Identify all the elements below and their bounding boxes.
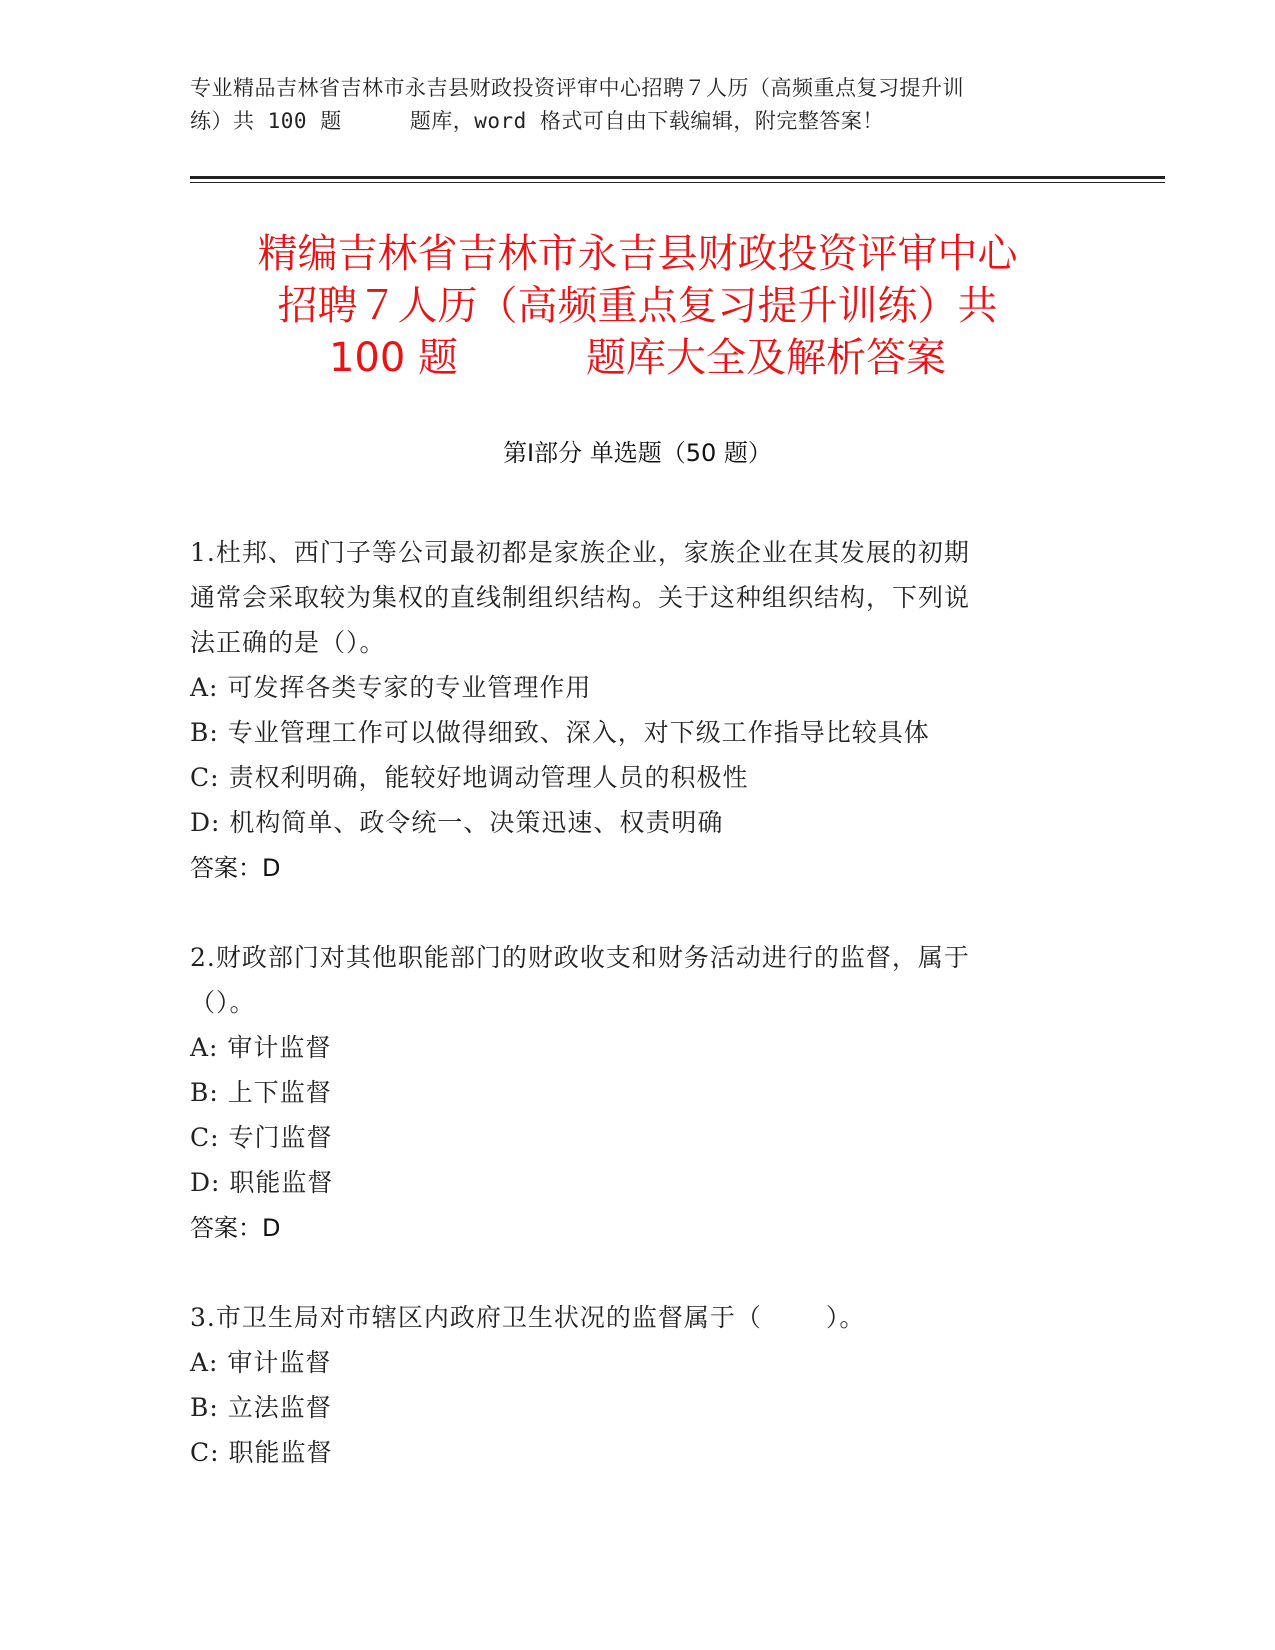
header-line-2 xyxy=(190,105,1090,138)
question-1-option-d: D: 机构简单、政令统一、决策迅速、权责明确 xyxy=(190,808,724,837)
question-1-text-line: 法正确的是（）。 xyxy=(190,628,386,657)
document-header xyxy=(190,72,1090,138)
question-1-option-b: B: 专业管理工作可以做得细致、深入，对下级工作指导比较具体 xyxy=(190,718,930,747)
question-3-text-part-b: ）。 xyxy=(825,1303,866,1332)
question-2-option-a: A: 审计监督 xyxy=(190,1033,332,1062)
question-2-text-line: 2.财政部门对其他职能部门的财政收支和财务活动进行的监督，属于 xyxy=(190,943,970,972)
question-2-text-line: （）。 xyxy=(190,988,256,1017)
question-2-text xyxy=(190,935,1090,1025)
question-2-option-c: C: 专门监督 xyxy=(190,1123,333,1152)
title-line-3-part-b: 题库大全及解析答案 xyxy=(586,335,947,381)
question-1-text xyxy=(190,530,1090,665)
title-line-3 xyxy=(150,332,1125,384)
header-divider-thin xyxy=(190,182,1165,183)
header-line-1: 专业精品吉林省吉林市永吉县财政投资评审中心招聘７人历（高频重点复习提升训 xyxy=(190,76,964,100)
question-1 xyxy=(190,530,1090,891)
question-1-answer: 答案：D xyxy=(190,854,281,882)
header-line-2-part-b: 题库，word 格式可自由下载编辑，附完整答案！ xyxy=(409,109,884,133)
header-divider-thick xyxy=(190,176,1165,179)
header-line-2-part-a: 练）共 100 题 xyxy=(190,109,342,133)
question-3-option-c: C: 职能监督 xyxy=(190,1438,333,1467)
section-heading: 第Ⅰ部分 单选题（50 题） xyxy=(503,439,772,467)
title-line-3-part-a: 100 题 xyxy=(328,335,459,381)
question-1-option-c: C: 责权利明确，能较好地调动管理人员的积极性 xyxy=(190,763,749,792)
question-2 xyxy=(190,935,1090,1251)
question-list xyxy=(190,530,1090,1519)
question-1-option-a: A: 可发挥各类专家的专业管理作用 xyxy=(190,673,592,702)
question-2-option-b: B: 上下监督 xyxy=(190,1078,332,1107)
document-title xyxy=(150,228,1125,384)
question-3-option-a: A: 审计监督 xyxy=(190,1348,332,1377)
question-1-text-line: 通常会采取较为集权的直线制组织结构。关于这种组织结构，下列说 xyxy=(190,583,971,612)
question-3-option-b: B: 立法监督 xyxy=(190,1393,332,1422)
question-3-text xyxy=(190,1295,1090,1340)
title-line-1: 精编吉林省吉林市永吉县财政投资评审中心 xyxy=(257,231,1018,277)
question-3 xyxy=(190,1295,1090,1475)
question-3-text-part-a: 3.市卫生局对市辖区内政府卫生状况的监督属于（ xyxy=(190,1303,762,1332)
question-1-text-line: 1.杜邦、西门子等公司最初都是家族企业，家族企业在其发展的初期 xyxy=(190,538,970,567)
question-2-answer: 答案：D xyxy=(190,1214,281,1242)
question-2-option-d: D: 职能监督 xyxy=(190,1168,334,1197)
title-line-2: 招聘７人历（高频重点复习提升训练）共 xyxy=(277,283,998,329)
